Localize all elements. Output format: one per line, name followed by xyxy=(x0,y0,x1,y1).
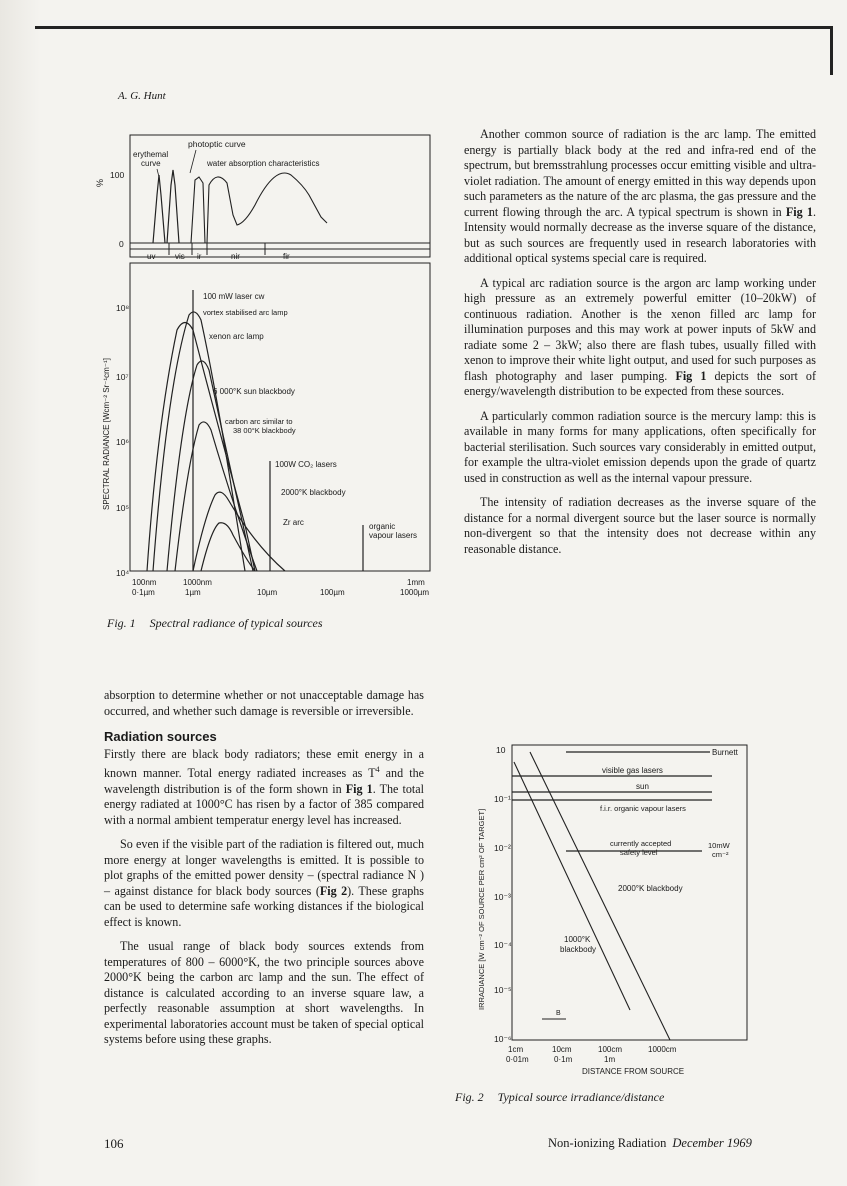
fig2-ytick-1e-4: 10⁻⁴ xyxy=(494,940,512,950)
fig1-zr-curve xyxy=(201,523,255,571)
fig1-2000k-label: 2000°K blackbody xyxy=(281,488,346,497)
fig2-1000k-line xyxy=(514,762,630,1010)
paragraph-mercury: A particularly common radiation source is the mercury lamp: this is available in many forms for many applications, often specifically for bacterial sterilisation. Such sources vary considerably in emitted output, for example the ultra-violet emission depends upon the grade of quartz used in construction as well as the internal vapour pressure. xyxy=(464,408,816,485)
fig1-water-label: water absorption characteristics xyxy=(207,159,320,168)
fig1-band-fir: fir xyxy=(283,252,290,261)
fig1-carbon-curve xyxy=(175,422,257,571)
fig1-sun-label: 6 000°K sun blackbody xyxy=(213,387,295,396)
fig1-xtick-top-1: 100nm xyxy=(132,578,157,587)
issue-date: December 1969 xyxy=(672,1136,752,1150)
paragraph-absorption: absorption to determine whether or not unacceptable damage has occurred, and whether such damage is reversible or irreversible. xyxy=(104,688,424,718)
fig1-top-frame xyxy=(130,135,430,257)
paragraph-argon: A typical arc radiation source is the argon arc lamp working under high pressure as an extremely powerful emitter (10–20kW) of continuous radiation. Another is the xenon filled arc lamp for illumination purposes and this may work at power inputs of 5kW and radiate some 2 – 3kW; also there are flash tubes, usually filled with xenon to improve their white light output, and used for such purposes as flash photography and laser pumping. Fig 1 depicts the sort of energy/wavelength distribution to be expected from these sources. xyxy=(464,275,816,398)
fig1-zr-label: Zr arc xyxy=(283,518,304,527)
figure-2-caption-text: Typical source irradiance/distance xyxy=(497,1090,665,1104)
figure-1-caption-text: Spectral radiance of typical sources xyxy=(149,616,323,630)
fig2-1000k-label-2: blackbody xyxy=(560,945,597,954)
fig1-band-nir: nir xyxy=(231,252,240,261)
fig1-photoptic-curve xyxy=(167,170,179,243)
figure-1-caption-number: Fig. 1 xyxy=(107,616,136,630)
fig1-organic-label-2: vapour lasers xyxy=(369,531,418,540)
fig2-ytick-10: 10 xyxy=(496,745,506,755)
fig1-xtick-top-2: 1000nm xyxy=(183,578,212,587)
fig2-safety-label-1: currently accepted xyxy=(610,839,672,848)
fig1-erythemal-label-1: erythemal xyxy=(133,150,169,159)
fig2-xlabel: DISTANCE FROM SOURCE xyxy=(582,1067,685,1076)
fig-1-ref: Fig 1 xyxy=(345,781,373,796)
fig-2-ref: Fig 2 xyxy=(319,883,348,898)
fig1-erythemal-pointer xyxy=(157,169,159,177)
section-heading-radiation-sources: Radiation sources xyxy=(104,729,217,744)
fig2-xtick-top-2: 10cm xyxy=(552,1045,572,1054)
fig2-1000k-label-1: 1000°K xyxy=(564,935,591,944)
fig1-main-panel xyxy=(102,263,430,597)
fig1-erythemal-curve xyxy=(153,175,165,243)
fig1-top-panel xyxy=(95,135,430,261)
fig1-organic-label-1: organic xyxy=(369,522,396,531)
fig2-safety-label-2: safety level xyxy=(620,848,658,857)
fig1-xtick-bot-3: 10µm xyxy=(257,588,278,597)
fig2-b-label: B xyxy=(556,1010,561,1017)
fig1-xtick-top-5: 1mm xyxy=(407,578,425,587)
fig-1-ref-2: Fig 1 xyxy=(785,204,813,219)
fig2-xtick-bot-1: 0·01m xyxy=(506,1055,529,1064)
fig1-photoptic-pointer xyxy=(190,150,196,173)
fig2-xtick-bot-3: 1m xyxy=(604,1055,616,1064)
fig1-ytick-1e5: 10⁵ xyxy=(116,503,129,513)
fig2-xtick-top-3: 100cm xyxy=(598,1045,623,1054)
fig1-xtick-bot-1: 0·1µm xyxy=(132,588,155,597)
fig1-xenon-label: xenon arc lamp xyxy=(209,332,264,341)
fig2-xtick-top-4: 1000cm xyxy=(648,1045,677,1054)
fig1-water-curve xyxy=(191,173,327,243)
paragraph-arc-lamp: Another common source of radiation is the arc lamp. The emitted energy is partially black body at the red and infra-red end of the spectrum, but bremsstrahlung processes occur emitting visible and ultra-violet radiation. The amount of energy emitted in this way depends upon such parameters as the nature of the arc plasma, the gas pressure and the current flowing through the arc. A typical spectrum is shown in Fig 1. Intensity would normally decrease as the inverse square of the distance, but as such sources are frequently used in research laboratories with additional optical systems special care is required. xyxy=(464,127,816,265)
fig1-y0: 0 xyxy=(119,239,124,249)
fig2-ytick-1e-6: 10⁻⁶ xyxy=(494,1034,512,1044)
fig1-vortex-label: vortex stabilised arc lamp xyxy=(203,308,288,317)
fig2-ytick-1e-1: 10⁻¹ xyxy=(494,794,511,804)
fig1-ylabel: SPECTRAL RADIANCE [Wcm⁻² Sr⁻¹cm⁻¹] xyxy=(102,358,111,510)
fig2-ytick-1e-2: 10⁻² xyxy=(494,843,511,853)
fig1-ytick-1e8: 10⁸ xyxy=(116,303,130,313)
fig2-fir-label: f.i.r. organic vapour lasers xyxy=(600,804,686,813)
page-edge-shadow xyxy=(0,0,40,1186)
fig1-band-uv: uv xyxy=(147,252,156,261)
fig-1-ref-3: Fig 1 xyxy=(675,368,707,383)
right-column xyxy=(464,127,816,566)
scan-border xyxy=(35,26,833,75)
fig1-carbon-label-2: 38 00°K blackbody xyxy=(233,426,296,435)
fig1-xtick-bot-4: 100µm xyxy=(320,588,345,597)
figure-2-caption-number: Fig. 2 xyxy=(455,1090,484,1104)
fig2-burnett-label: Burnett xyxy=(712,748,738,757)
paragraph-intensity: The intensity of radiation decreases as the inverse square of the distance for a normal divergent source but the laser source is normally non-divergent so that the intensity does not decrease within any reasonable distance. xyxy=(464,495,816,556)
fig1-laser-cw-label: 100 mW laser cw xyxy=(203,292,265,301)
page-number: 106 xyxy=(104,1136,124,1151)
fig2-2000k-label: 2000°K blackbody xyxy=(618,884,683,893)
fig1-co2-label: 100W CO₂ lasers xyxy=(275,460,337,469)
fig1-xtick-bot-5: 1000µm xyxy=(400,588,430,597)
journal-name: Non-ionizing Radiation xyxy=(548,1136,667,1150)
fig2-sun-label: sun xyxy=(636,782,649,791)
fig1-carbon-label-1: carbon arc similar to xyxy=(225,417,293,426)
figure-1-spectral-radiance xyxy=(95,125,440,610)
fig2-visible-gas-label: visible gas lasers xyxy=(602,766,663,775)
fig1-xtick-bot-2: 1µm xyxy=(185,588,201,597)
paragraph-filtered: So even if the visible part of the radiation is filtered out, much more energy at longer wavelengths is emitted. It is possible to plot graphs of the emitted power density – (spectral radiance N ) – against distance for black body sources (Fig 2). These graphs can be used to determine safe working distances if the biological effect is known. xyxy=(104,837,424,929)
fig1-photoptic-label: photoptic curve xyxy=(188,139,246,149)
fig1-percent-label: % xyxy=(95,178,105,187)
paragraph-black-body: Firstly there are black body radiators; these emit energy in a known manner. Total energy radiated increases as $T^4$ and the wavelength distribution is of the form shown in Fig 1. The total energy radiated at 1000°C has risen by a factor of 385 compared with a normal ambient temperatur energy level has increased. xyxy=(104,746,424,827)
running-head: A. G. Hunt xyxy=(118,90,166,102)
fig2-2000k-line xyxy=(530,752,670,1040)
fig1-ytick-1e4: 10⁴ xyxy=(116,568,130,578)
fig2-safety-label-3: 10mW xyxy=(708,841,730,850)
left-column xyxy=(104,688,424,1057)
figure-1-caption xyxy=(107,616,323,631)
paragraph-usual-range: The usual range of black body sources extends from temperatures of 800 – 6000°K, the two principle sources above 2000°K being the carbon arc lamp and the sun. The effect of distance is calculated according to an inverse square law, a perfectly reasonable assumption at short wavelengths. In experimental laboratories account must be taken of special optical systems before using these graphs. xyxy=(104,939,424,1047)
fig2-ylabel: IRRADIANCE [W cm⁻² OF SOURCE PER cm² OF TARGET] xyxy=(477,808,486,1010)
fig2-safety-label-4: cm⁻² xyxy=(712,850,729,859)
figure-2-caption xyxy=(455,1090,664,1105)
journal-footer xyxy=(548,1136,752,1151)
fig2-xtick-top-1: 1cm xyxy=(508,1045,524,1054)
fig2-ytick-1e-3: 10⁻³ xyxy=(494,892,511,902)
fig2-ytick-1e-5: 10⁻⁵ xyxy=(494,985,512,995)
fig1-ytick-1e7: 10⁷ xyxy=(116,372,129,382)
fig1-band-ir: ir xyxy=(197,252,202,261)
figure-2-irradiance-distance xyxy=(470,740,770,1085)
fig1-erythemal-label-2: curve xyxy=(141,159,161,168)
fig1-y100: 100 xyxy=(110,170,125,180)
fig1-band-vis: vis xyxy=(175,252,185,261)
fig2-xtick-bot-2: 0·1m xyxy=(554,1055,573,1064)
fig1-ytick-1e6: 10⁶ xyxy=(116,437,129,447)
